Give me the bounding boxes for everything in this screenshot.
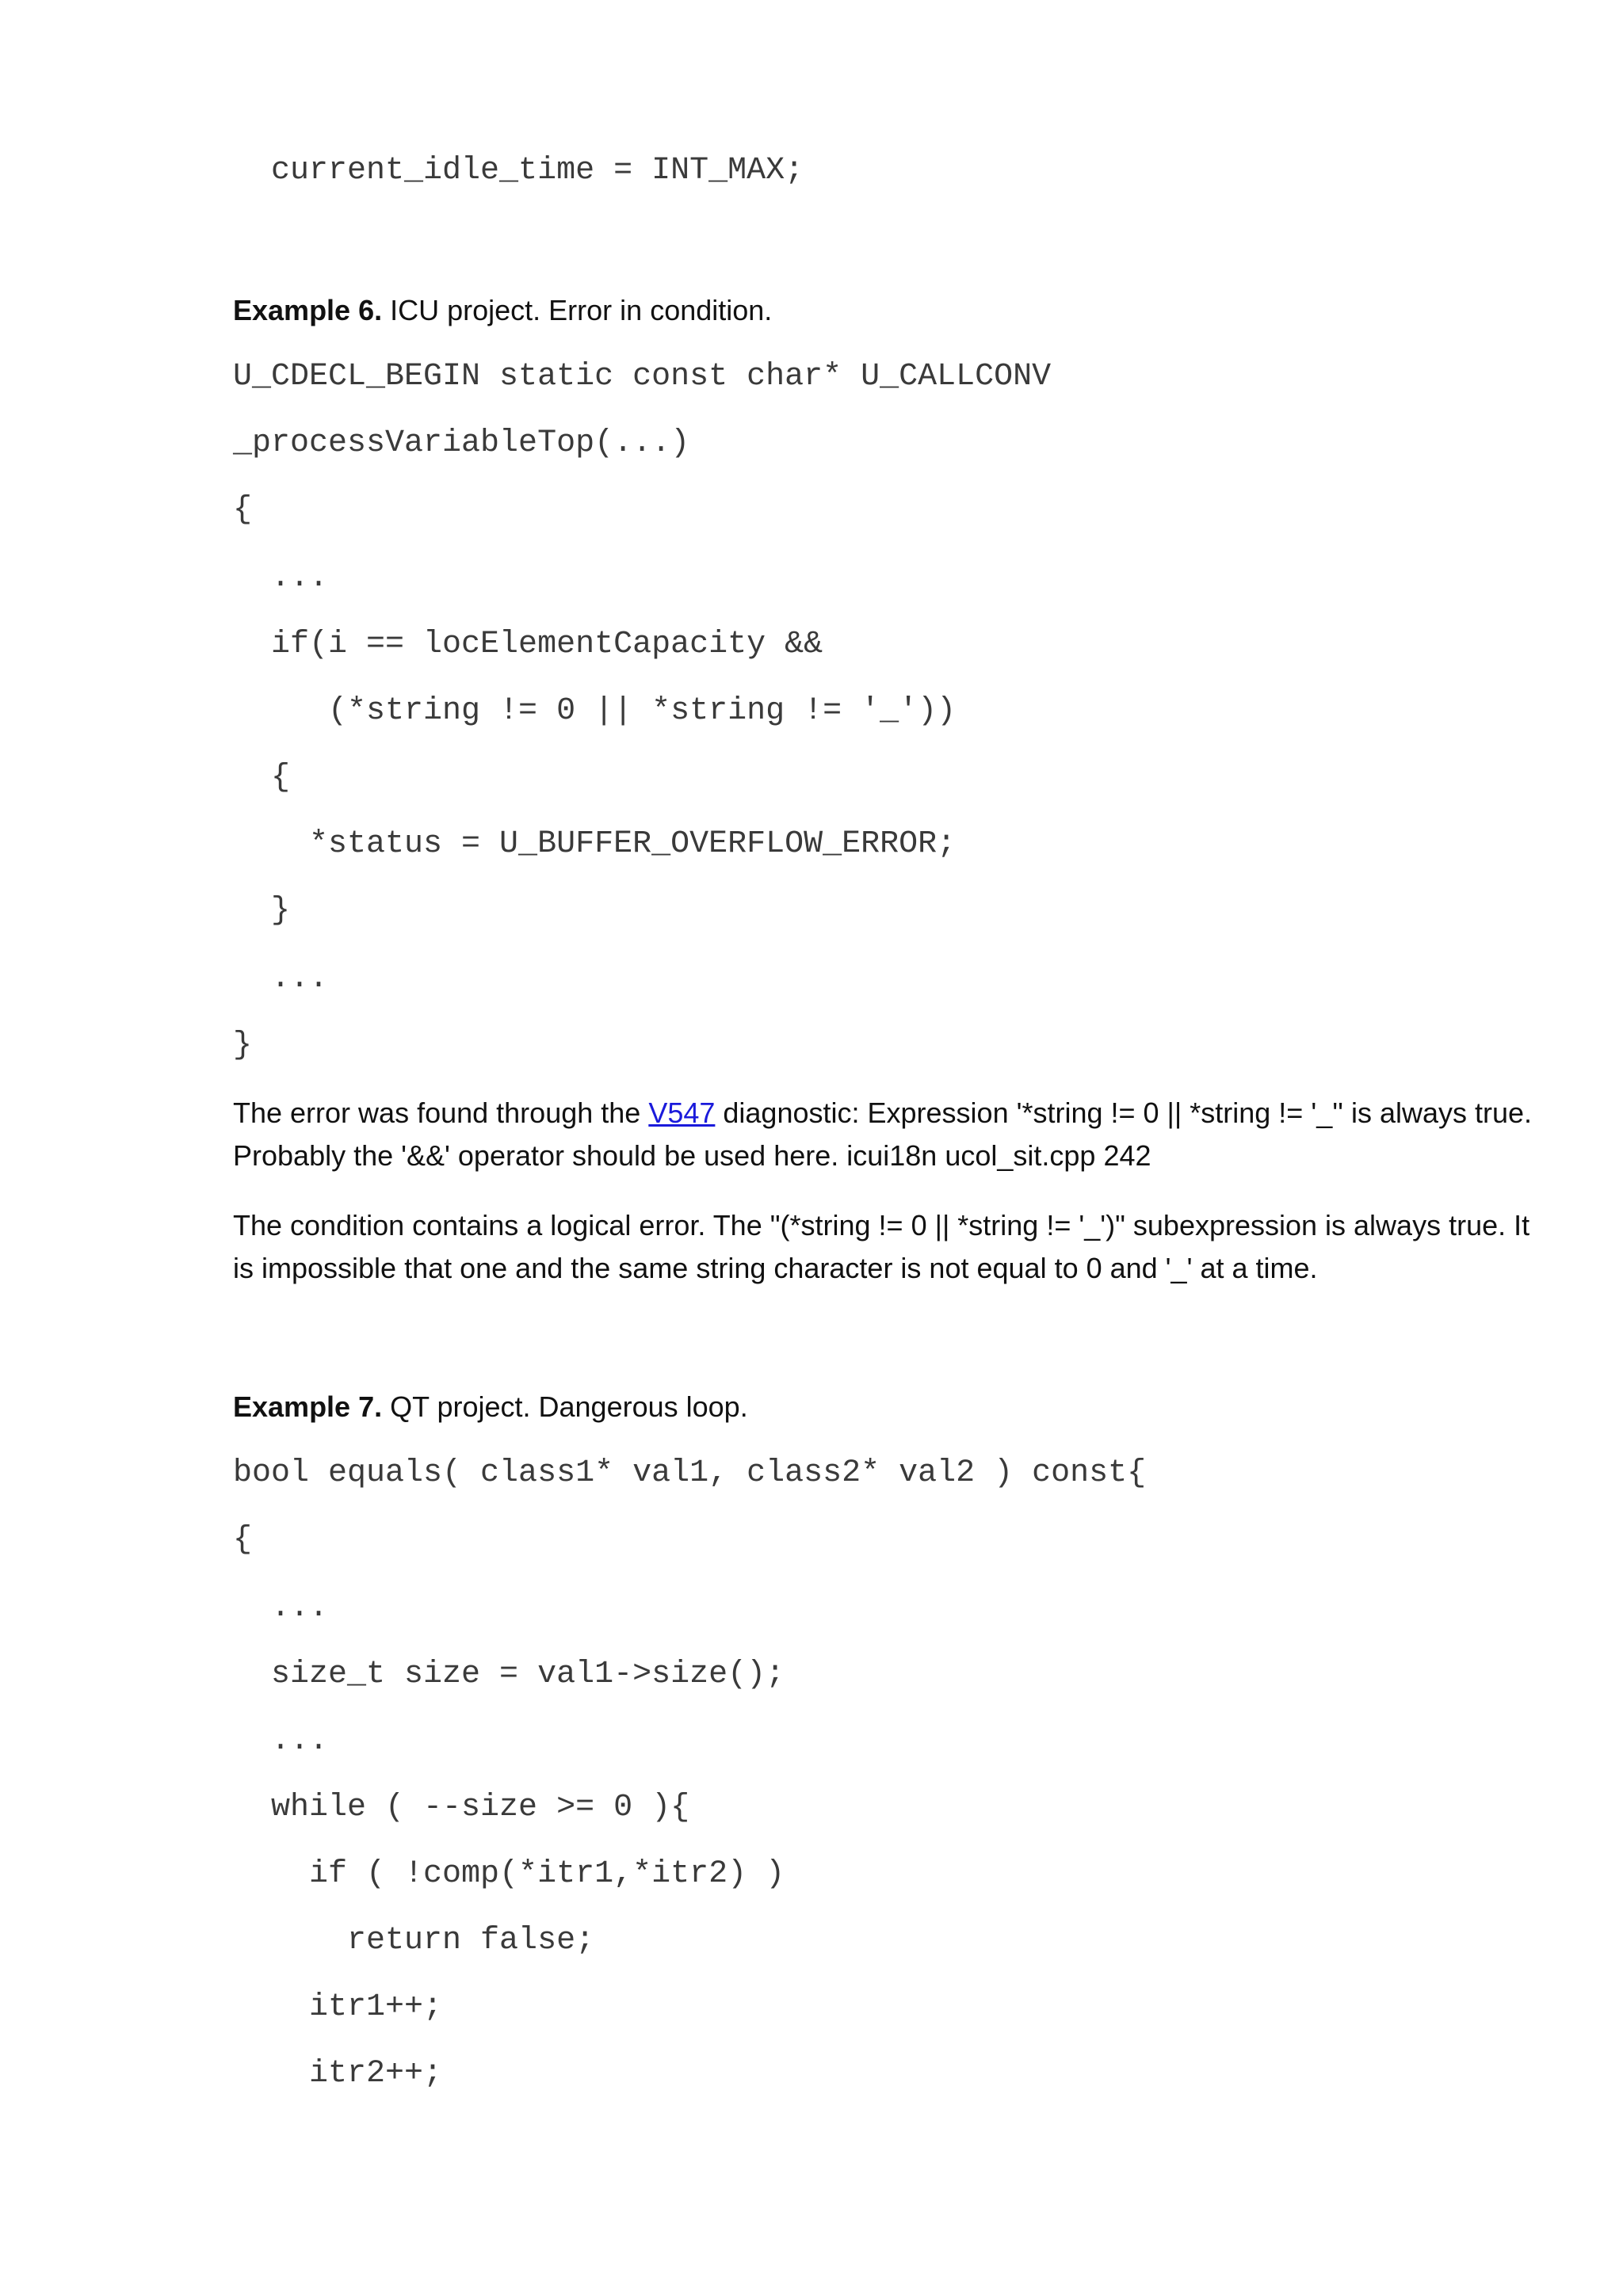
example-7-label: Example 7. (233, 1390, 383, 1423)
code-line: _processVariableTop(...) (233, 425, 690, 461)
code-line: U_CDECL_BEGIN static const char* U_CALLCONV (233, 359, 1052, 395)
example-6-label: Example 6. (233, 294, 383, 326)
diagnostic-paragraph (233, 1092, 1533, 1177)
example-7-heading (233, 1388, 748, 1426)
code-line: itr2++; (233, 2056, 443, 2092)
code-line: (*string != 0 || *string != '_')) (233, 693, 957, 729)
code-line: *status = U_BUFFER_OVERFLOW_ERROR; (233, 826, 957, 862)
code-line: { (233, 760, 291, 795)
code-line: if(i == locElementCapacity && (233, 627, 823, 662)
code-line: { (233, 1522, 253, 1558)
explanation-paragraph: The condition contains a logical error. The "(*string != 0 || *string != '_')" subexpression is always true. It is impossible that one and the same string character is not equal to 0 and '_' at a time. (233, 1209, 1530, 1284)
code-line: if ( !comp(*itr1,*itr2) ) (233, 1856, 785, 1892)
paragraph-text: diagnostic: Expression '*string != 0 || *string != '_'' is always true. Probably the '&&' operator should be used here. icui18n ucol_sit.cpp 242 (233, 1097, 1533, 1172)
code-line: ... (233, 961, 329, 997)
code-line: } (233, 893, 291, 929)
code-line: } (233, 1028, 253, 1063)
code-line: bool equals( class1* val1, class2* val2 ) const{ (233, 1455, 1147, 1491)
code-line: ... (233, 560, 329, 596)
code-line: ... (233, 1723, 329, 1759)
v547-link[interactable]: V547 (648, 1097, 716, 1129)
code-line: size_t size = val1->size(); (233, 1657, 785, 1692)
example-7-title: QT project. Dangerous loop. (382, 1390, 748, 1423)
code-line: itr1++; (233, 1989, 443, 2025)
code-line: ... (233, 1590, 329, 1626)
paragraph-text: The error was found through the (233, 1097, 649, 1129)
example-6-title: ICU project. Error in condition. (382, 294, 773, 326)
code-line: while ( --size >= 0 ){ (233, 1790, 690, 1825)
code-line: { (233, 492, 253, 528)
example-6-heading (233, 292, 772, 330)
code-line: current_idle_time = INT_MAX; (233, 153, 804, 189)
code-line: return false; (233, 1923, 595, 1958)
